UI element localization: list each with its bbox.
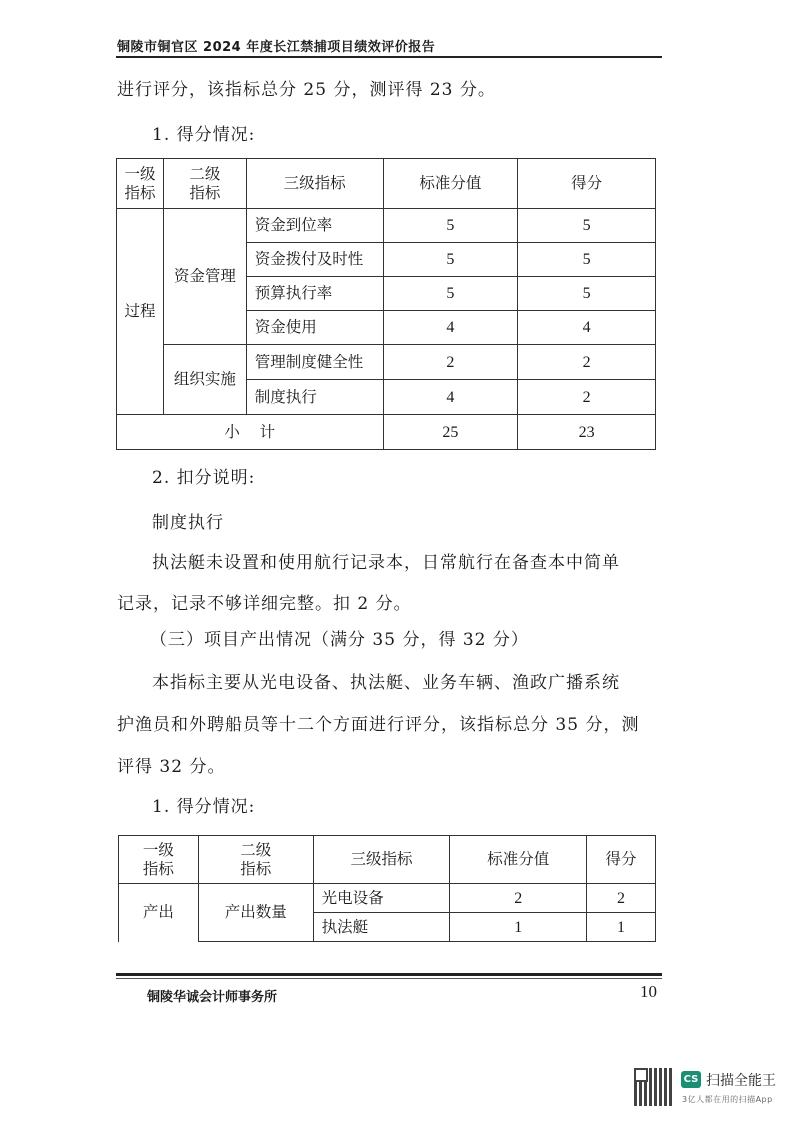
score-value: 4 xyxy=(518,311,656,345)
section-title: （三）项目产出情况（满分 35 分，得 32 分） xyxy=(150,630,529,650)
score-heading: 1. 得分情况: xyxy=(152,125,256,145)
score-value: 5 xyxy=(518,277,656,311)
score-value: 2 xyxy=(518,380,656,415)
watermark-brand-name: 扫描全能王 xyxy=(706,1073,776,1089)
qr-code-icon xyxy=(634,1068,672,1106)
level2-cell: 资金管理 xyxy=(163,209,246,345)
deduction-item: 制度执行 xyxy=(152,513,224,533)
header-divider xyxy=(116,56,662,58)
score-table-output xyxy=(118,835,656,942)
score-value: 2 xyxy=(587,884,656,913)
level2-cell: 产出数量 xyxy=(198,884,313,942)
level2-cell: 组织实施 xyxy=(163,345,246,415)
indicator-name: 资金到位率 xyxy=(246,209,383,243)
page-number: 10 xyxy=(640,982,657,1001)
header-score: 得分 xyxy=(518,159,656,209)
indicator-name: 资金使用 xyxy=(246,311,383,345)
standard-value: 5 xyxy=(383,277,518,311)
header-level1: 一级 指标 xyxy=(119,836,199,884)
indicator-name: 资金拨付及时性 xyxy=(246,243,383,277)
paragraph: 记录，记录不够详细完整。扣 2 分。 xyxy=(117,594,412,614)
standard-value: 5 xyxy=(383,243,518,277)
standard-value: 1 xyxy=(450,913,587,942)
header-level2: 二级 指标 xyxy=(198,836,313,884)
standard-value: 4 xyxy=(383,380,518,415)
standard-value: 5 xyxy=(383,209,518,243)
header-level3: 三级指标 xyxy=(246,159,383,209)
header-level3: 三级指标 xyxy=(313,836,450,884)
header-score: 得分 xyxy=(587,836,656,884)
header-standard: 标准分值 xyxy=(383,159,518,209)
level1-cell: 产出 xyxy=(119,884,199,942)
score-value: 1 xyxy=(587,913,656,942)
paragraph: 进行评分，该指标总分 25 分，测评得 23 分。 xyxy=(117,80,496,100)
footer-divider xyxy=(116,973,662,976)
subtotal-standard: 25 xyxy=(383,415,518,450)
score-value: 5 xyxy=(518,209,656,243)
standard-value: 2 xyxy=(383,345,518,380)
score-heading: 1. 得分情况: xyxy=(152,797,256,817)
standard-value: 4 xyxy=(383,311,518,345)
table-row xyxy=(119,884,656,913)
paragraph: 评得 32 分。 xyxy=(117,757,226,777)
indicator-name: 预算执行率 xyxy=(246,277,383,311)
deduction-heading: 2. 扣分说明: xyxy=(152,468,256,488)
footer-divider-thin xyxy=(116,978,662,979)
watermark-tagline: 3亿人都在用的扫描App xyxy=(682,1095,773,1104)
subtotal-score: 23 xyxy=(518,415,656,450)
header-standard: 标准分值 xyxy=(450,836,587,884)
table-header-row xyxy=(119,836,656,884)
subtotal-label: 小 计 xyxy=(117,415,384,450)
indicator-name: 光电设备 xyxy=(313,884,450,913)
paragraph: 本指标主要从光电设备、执法艇、业务车辆、渔政广播系统 xyxy=(152,673,620,693)
header-level2: 二级 指标 xyxy=(163,159,246,209)
standard-value: 2 xyxy=(450,884,587,913)
subtotal-row xyxy=(117,415,656,450)
camscanner-logo-icon: CS xyxy=(681,1071,701,1088)
indicator-name: 管理制度健全性 xyxy=(246,345,383,380)
score-value: 2 xyxy=(518,345,656,380)
paragraph: 执法艇未设置和使用航行记录本，日常航行在备查本中简单 xyxy=(152,553,620,573)
table-row xyxy=(117,345,656,380)
paragraph: 护渔员和外聘船员等十二个方面进行评分，该指标总分 35 分，测 xyxy=(117,715,640,735)
footer-firm-name: 铜陵华诚会计师事务所 xyxy=(147,990,278,1005)
table-row xyxy=(117,209,656,243)
indicator-name: 执法艇 xyxy=(313,913,450,942)
score-table-process xyxy=(116,158,656,450)
score-value: 5 xyxy=(518,243,656,277)
table-header-row xyxy=(117,159,656,209)
report-header-title: 铜陵市铜官区 2024 年度长江禁捕项目绩效评价报告 xyxy=(117,40,436,55)
header-level1: 一级 指标 xyxy=(117,159,164,209)
level1-cell: 过程 xyxy=(117,209,164,415)
indicator-name: 制度执行 xyxy=(246,380,383,415)
